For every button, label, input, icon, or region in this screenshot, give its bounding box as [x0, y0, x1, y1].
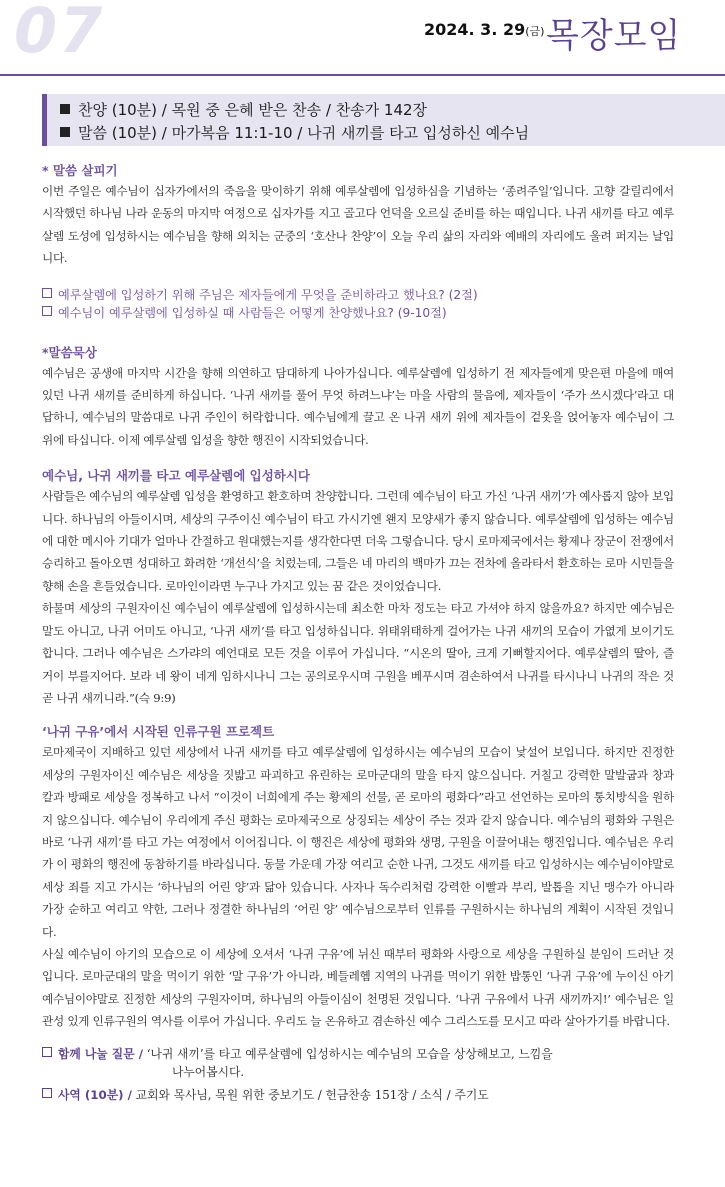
ministry-text: 교회와 목사님, 목원 위한 중보기도 / 헌금찬송 151장 / 소식 / 주기도 [135, 1087, 489, 1102]
checkbox-icon [42, 288, 52, 298]
order-box [42, 94, 725, 146]
weekday: (금) [525, 25, 545, 38]
question-2 [42, 304, 674, 322]
page-title: 목장모임 [546, 16, 682, 56]
question-2-text: 예수님이 예루살렘에 입성하실 때 사람들은 어떻게 찬양했나요? (9-10절) [58, 305, 447, 320]
ministry [42, 1086, 674, 1105]
date-text: 2024. 3. 29 [424, 20, 526, 39]
square-bullet-icon [60, 127, 70, 137]
order-praise-text: 찬양 (10분) / 목원 중 은혜 받은 찬송 / 찬송가 142장 [78, 101, 428, 119]
order-word-text: 말씀 (10분) / 마가복음 11:1-10 / 나귀 새끼를 타고 입성하신 예수님 [78, 124, 530, 142]
section-heading-salvation: ‘나귀 구유’에서 시작된 인류구원 프로젝트 [42, 724, 275, 740]
main-content [42, 162, 674, 1104]
checkbox-icon [42, 1088, 52, 1098]
overview-body: 이번 주일은 예수님이 십자가에서의 죽음을 맞이하기 위해 예루살렘에 입성하심을 기념하는 ‘종려주일’입니다. 고향 갈릴리에서 시작했던 하나님 나라 운동의 마지막 여정으로 십자가를 지고 골고다 언덕을 오르실 준비를 하는 때입니다. 나귀 새끼를 타고 예루살렘 도성에 입성하시는 예수님을 향해 외치는 군중의 ‘호산나 찬양’이 오늘 우리 삶의 자리와 예배의 자리에도 울려 퍼지는 날입니다. [42, 184, 674, 266]
entry-body-2: 하물며 세상의 구원자이신 예수님이 예루살렘에 입성하시는데 최소한 마차 정도는 타고 가셔야 하지 않을까요? 하지만 예수님은 말도 아니고, 나귀 어미도 아니고, ‘나귀 새끼’를 타고 입성하십니다. 위태위태하게 걸어가는 나귀 새끼의 모습이 가엾게 보이기도 합니다. 그러나 예수님은 스가랴의 예언대로 모든 것을 이루어 가십니다. “시온의 딸아, 크게 기뻐할지어다. 예루살렘의 딸아, 즐거이 부를지어다. 보라 네 왕이 네게 임하시나니 그는 공의로우시며 구원을 베푸시며 겸손하여서 나귀를 타시나니 나귀의 작은 것 곧 나귀 새끼니라.”(슥 9:9) [42, 601, 674, 705]
checkbox-icon [42, 1047, 52, 1057]
checkbox-icon [42, 306, 52, 316]
share-question-cont [42, 1063, 674, 1082]
share-label: 함께 나눌 질문 / [58, 1046, 144, 1061]
question-1-text: 예루살렘에 입성하기 위해 주님은 제자들에게 무엇을 준비하라고 했나요? (2절) [58, 287, 478, 302]
date [424, 20, 544, 39]
question-1 [42, 286, 674, 304]
salvation-body-1: 로마제국이 지배하고 있던 세상에서 나귀 새끼를 타고 예루살렘에 입성하시는 예수님의 모습이 낯설어 보입니다. 하지만 진정한 세상의 구원자이신 예수님은 세상을 짓밟고 파괴하고 유린하는 로마군대의 말을 타지 않으십니다. 거칠고 강력한 말발굽과 창과 칼과 방패로 세상을 정복하고 나서 “이것이 너희에게 주는 황제의 선물, 곧 로마의 평화다”라고 선언하는 로마의 통치방식을 원하지 않으십니다. 예수님이 우리에게 주신 평화는 로마제국으로 상징되는 세상이 주는 것과 같지 않습니다. 예수님의 평화와 구원은 바로 ‘나귀 새끼’를 타고 가는 여정에서 이어집니다. 이 행진은 세상에 평화와 생명, 구원을 이끌어내는 행진입니다. 예수님은 우리가 이 평화의 행진에 동참하기를 바라십니다. 동물 가운데 가장 여리고 순한 나귀, 그것도 새끼를 타고 입성하시는 예수님이야말로 세상 죄를 지고 가시는 ‘하나님의 어린 양’과 닮아 있습니다. 사자나 독수리처럼 강력한 이빨과 부리, 발톱을 지닌 맹수가 아니라 가장 순하고 여리고 약한, 그러나 정결한 하나님의 ‘어린 양’ 예수님으로부터 인류를 구원하시는 하나님의 계획이 시작된 것입니다. [42, 745, 674, 939]
section-heading-meditation: *말씀묵상 [42, 344, 97, 360]
meditation-body: 예수님은 공생애 마지막 시간을 향해 의연하고 담대하게 나아가십니다. 예루살렘에 입성하기 전 제자들에게 맞은편 마을에 매여 있던 나귀 새끼를 준비하게 하십니다. ‘나귀 새끼를 풀어 무엇 하려느냐’는 마을 사람의 물음에, 제자들이 ‘주가 쓰시겠다’라고 대답하니, 예수님의 말씀대로 나귀 주인이 허락합니다. 예수님에게 끌고 온 나귀 새끼 위에 제자들이 겉옷을 얹어놓자 예수님이 그 위에 타십니다. 이제 예루살렘 입성을 향한 행진이 시작되었습니다. [42, 365, 674, 447]
order-box-accent [42, 94, 47, 146]
section-heading-entry: 예수님, 나귀 새끼를 타고 예루살렘에 입성하시다 [42, 468, 311, 484]
order-praise [60, 99, 427, 120]
share-question [42, 1045, 674, 1064]
share-text-1: ‘나귀 새끼’를 타고 예루살렘에 입성하시는 예수님의 모습을 상상해보고, 느낌을 [146, 1046, 553, 1061]
share-text-2: 나누어봅시다. [172, 1065, 245, 1080]
ministry-label: 사역 (10분) / [58, 1087, 132, 1102]
salvation-body-2: 사실 예수님이 아기의 모습으로 이 세상에 오셔서 ‘나귀 구유’에 뉘신 때부터 평화와 사랑으로 세상을 구원하실 분임이 드러난 것입니다. 로마군대의 말을 먹이기 위한 ‘말 구유’가 아니라, 베들레헴 지역의 나귀를 먹이기 위한 밥통인 ‘나귀 구유’에 누이신 아기 예수님이야말로 진정한 세상의 구원자이며, 하나님의 아들이심이 천명된 것입니다. ‘나귀 구유에서 나귀 새끼까지!’ 예수님은 일관성 있게 인류구원의 역사를 이루어 가십니다. 우리도 늘 온유하고 겸손하신 예수 그리스도를 모시고 따라 살아가기를 바랍니다. [42, 946, 674, 1029]
square-bullet-icon [60, 104, 70, 114]
order-word [60, 122, 529, 143]
page-number: 07 [14, 0, 105, 67]
header-divider [0, 74, 725, 76]
entry-body-1: 사람들은 예수님의 예루살렘 입성을 환영하고 환호하며 찬양합니다. 그런데 예수님이 타고 가신 ‘나귀 새끼’가 예사롭지 않아 보입니다. 하나님의 아들이시며, 세상의 구주이신 예수님이 타고 가시기엔 왠지 모양새가 좋지 않습니다. 예루살렘에 입성하는 예수님에 대한 메시아 기대가 얼마나 간절하고 원대했는지를 생각한다면 더욱 그렇습니다. 당시 로마제국에서는 황제나 장군이 전쟁에서 승리하고 돌아오면 성대하고 화려한 ‘개선식’을 치렀는데, 그들은 네 마리의 백마가 끄는 전차에 올라타서 환호하는 로마 시민들을 향해 손을 흔들었습니다. 로마인이라면 누구나 가지고 있는 꿈 같은 것이었습니다. [42, 489, 674, 593]
section-heading-overview: * 말씀 살피기 [42, 163, 118, 178]
